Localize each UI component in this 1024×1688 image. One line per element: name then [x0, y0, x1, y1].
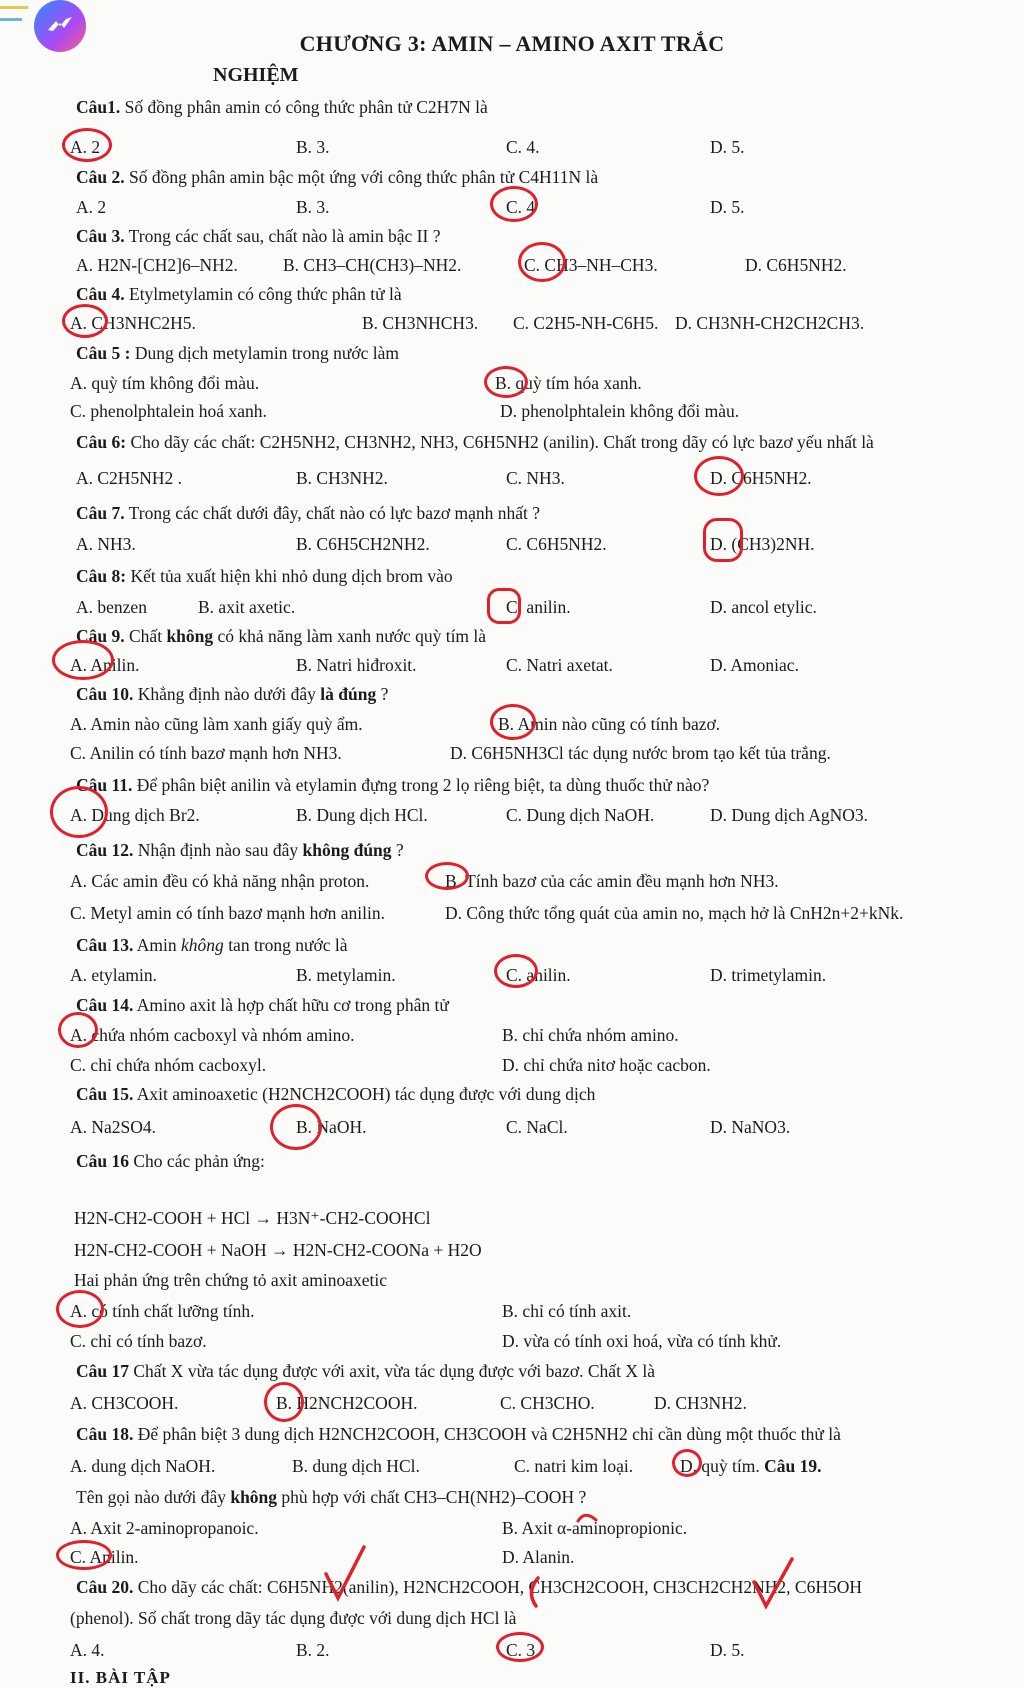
- q15-option-a[interactable]: A. Na2SO4.: [70, 1117, 157, 1137]
- q13-option-b[interactable]: B. metylamin.: [296, 965, 396, 985]
- q4-option-b[interactable]: B. CH3NHCH3.: [362, 313, 479, 333]
- question-2: Câu 2. Số đồng phân amin bậc một ứng với công thức phân tử C4H11N là: [76, 167, 599, 187]
- q15-option-c[interactable]: C. NaCl.: [506, 1117, 568, 1137]
- q1-option-a[interactable]: A. 2: [70, 137, 101, 157]
- q10-option-c[interactable]: C. Anilin có tính bazơ mạnh hơn NH3.: [70, 743, 342, 763]
- q10-option-a[interactable]: A. Amin nào cũng làm xanh giấy quỳ ẩm.: [70, 714, 363, 734]
- question-15: Câu 15. Axit aminoaxetic (H2NCH2COOH) tác dụng được với dung dịch: [76, 1084, 596, 1104]
- q17-option-d[interactable]: D. CH3NH2.: [654, 1393, 747, 1413]
- q9-option-a[interactable]: A. Anilin.: [70, 655, 140, 675]
- q5-option-c[interactable]: C. phenolphtalein hoá xanh.: [70, 401, 267, 421]
- q10-option-b[interactable]: B. Amin nào cũng có tính bazơ.: [498, 714, 721, 734]
- section-heading: II. BÀI TẬP: [70, 1668, 171, 1687]
- question-19-label: Câu 19.: [764, 1456, 822, 1476]
- q9-option-d[interactable]: D. Amoniac.: [710, 655, 799, 675]
- q15-option-d[interactable]: D. NaNO3.: [710, 1117, 791, 1137]
- q9-option-c[interactable]: C. Natri axetat.: [506, 655, 613, 675]
- q5-option-a[interactable]: A. quỳ tím không đổi màu.: [70, 373, 260, 393]
- question-11: Câu 11. Để phân biệt anilin và etylamin đựng trong 2 lọ riêng biệt, ta dùng thuốc thử nào?: [76, 775, 710, 795]
- reaction-2: H2N-CH2-COOH + NaOH → H2N-CH2-COONa + H2O: [74, 1240, 482, 1260]
- q8-option-b[interactable]: B. axit axetic.: [198, 597, 296, 617]
- q18-option-d[interactable]: D. quỳ tím. Câu 19.: [680, 1456, 822, 1476]
- q14-option-a[interactable]: A. chứa nhóm cacboxyl và nhóm amino.: [70, 1025, 355, 1045]
- q18-option-b[interactable]: B. dung dịch HCl.: [292, 1456, 420, 1476]
- question-13: Câu 13. Amin không tan trong nước là: [76, 935, 348, 955]
- q17-option-c[interactable]: C. CH3CHO.: [500, 1393, 595, 1413]
- q6-option-c[interactable]: C. NH3.: [506, 468, 565, 488]
- q5-option-b[interactable]: B. quỳ tím hóa xanh.: [495, 373, 642, 393]
- q17-option-b[interactable]: B. H2NCH2COOH.: [276, 1393, 418, 1413]
- q12-option-b[interactable]: B. Tính bazơ của các amin đều mạnh hơn NH3.: [445, 871, 779, 891]
- question-6: Câu 6: Cho dãy các chất: C2H5NH2, CH3NH2, NH3, C6H5NH2 (anilin). Chất trong dãy có lực bazơ yếu nhất là: [76, 432, 874, 452]
- q7-option-d[interactable]: D. (CH3)2NH.: [710, 534, 815, 554]
- question-20: Câu 20. Cho dãy các chất: C6H5NH2(anilin), H2NCH2COOH, CH3CH2COOH, CH3CH2CH2NH2, C6H5OH: [76, 1577, 863, 1597]
- q4-option-d[interactable]: D. CH3NH-CH2CH2CH3.: [675, 313, 865, 333]
- q16-option-c[interactable]: C. chỉ có tính bazơ.: [70, 1331, 207, 1351]
- q19-option-a[interactable]: A. Axit 2-aminopropanoic.: [70, 1518, 259, 1538]
- q1-option-d[interactable]: D. 5.: [710, 137, 745, 157]
- q3-option-d[interactable]: D. C6H5NH2.: [745, 255, 847, 275]
- q7-option-c[interactable]: C. C6H5NH2.: [506, 534, 607, 554]
- reaction-1: H2N-CH2-COOH + HCl → H3N⁺-CH2-COOHCl: [74, 1208, 431, 1228]
- question-7: Câu 7. Trong các chất dưới đây, chất nào có lực bazơ mạnh nhất ?: [76, 503, 541, 523]
- q11-option-c[interactable]: C. Dung dịch NaOH.: [506, 805, 655, 825]
- q14-option-d[interactable]: D. chỉ chứa nitơ hoặc cacbon.: [502, 1055, 711, 1075]
- page-title: CHƯƠNG 3: AMIN – AMINO AXIT TRẮC: [299, 31, 725, 56]
- q20-option-b[interactable]: B. 2.: [296, 1640, 330, 1660]
- q16-option-b[interactable]: B. chỉ có tính axit.: [502, 1301, 632, 1321]
- q8-option-a[interactable]: A. benzen: [76, 597, 147, 617]
- q18-option-c[interactable]: C. natri kim loại.: [514, 1456, 634, 1476]
- page-title-line2: NGHIỆM: [213, 64, 299, 86]
- q1-option-c[interactable]: C. 4.: [506, 137, 540, 157]
- q6-option-d[interactable]: D. C6H5NH2.: [710, 468, 812, 488]
- question-19: Tên gọi nào dưới đây không phù hợp với chất CH3–CH(NH2)–COOH ?: [76, 1487, 587, 1507]
- q20-option-a[interactable]: A. 4.: [70, 1640, 105, 1660]
- q8-option-c[interactable]: C. anilin.: [506, 597, 571, 617]
- q4-option-c[interactable]: C. C2H5-NH-C6H5.: [513, 313, 659, 333]
- question-16: Câu 16 Cho các phản ứng:: [76, 1151, 265, 1171]
- q8-option-d[interactable]: D. ancol etylic.: [710, 597, 817, 617]
- q9-option-b[interactable]: B. Natri hiđroxit.: [296, 655, 417, 675]
- question-5: Câu 5 : Dung dịch metylamin trong nước làm: [76, 343, 400, 363]
- q13-option-a[interactable]: A. etylamin.: [70, 965, 157, 985]
- q11-option-d[interactable]: D. Dung dịch AgNO3.: [710, 805, 868, 825]
- q13-option-c[interactable]: C. anilin.: [506, 965, 571, 985]
- q18-option-a[interactable]: A. dung dịch NaOH.: [70, 1456, 216, 1476]
- q3-option-c[interactable]: C. CH3–NH–CH3.: [524, 255, 658, 275]
- q6-option-b[interactable]: B. CH3NH2.: [296, 468, 388, 488]
- q10-option-d[interactable]: D. C6H5NH3Cl tác dụng nước brom tạo kết tủa trắng.: [450, 743, 831, 763]
- question-16-stem: Hai phản ứng trên chứng tỏ axit aminoaxetic: [74, 1270, 387, 1290]
- q12-option-d[interactable]: D. Công thức tổng quát của amin no, mạch hở là CnH2n+2+kNk.: [445, 903, 904, 923]
- q7-option-a[interactable]: A. NH3.: [76, 534, 136, 554]
- question-12: Câu 12. Nhận định nào sau đây không đúng ?: [76, 840, 404, 860]
- q13-option-d[interactable]: D. trimetylamin.: [710, 965, 827, 985]
- question-20-line2: (phenol). Số chất trong dãy tác dụng được với dung dịch HCl là: [70, 1608, 517, 1628]
- q2-option-d[interactable]: D. 5.: [710, 197, 745, 217]
- q16-option-a[interactable]: A. có tính chất lưỡng tính.: [70, 1301, 255, 1321]
- question-3: Câu 3. Trong các chất sau, chất nào là amin bậc II ?: [76, 226, 441, 246]
- q12-option-a[interactable]: A. Các amin đều có khả năng nhận proton.: [70, 871, 370, 891]
- q14-option-c[interactable]: C. chỉ chứa nhóm cacboxyl.: [70, 1055, 267, 1075]
- q2-option-c[interactable]: C. 4: [506, 197, 536, 217]
- q14-option-b[interactable]: B. chỉ chứa nhóm amino.: [502, 1025, 679, 1045]
- q11-option-a[interactable]: A. Dung dịch Br2.: [70, 805, 200, 825]
- question-17: Câu 17 Chất X vừa tác dụng được với axit, vừa tác dụng được với bazơ. Chất X là: [76, 1361, 655, 1381]
- q2-option-b[interactable]: B. 3.: [296, 197, 330, 217]
- question-10: Câu 10. Khẳng định nào dưới đây là đúng ?: [76, 684, 389, 704]
- q17-option-a[interactable]: A. CH3COOH.: [70, 1393, 179, 1413]
- q4-option-a[interactable]: A. CH3NHC2H5.: [70, 313, 196, 333]
- question-9: Câu 9. Chất không có khả năng làm xanh nước quỳ tím là: [76, 626, 487, 646]
- q6-option-a[interactable]: A. C2H5NH2 .: [76, 468, 182, 488]
- q20-option-d[interactable]: D. 5.: [710, 1640, 745, 1660]
- q20-option-c[interactable]: C. 3.: [506, 1640, 540, 1660]
- question-18: Câu 18. Để phân biệt 3 dung dịch H2NCH2COOH, CH3COOH và C2H5NH2 chỉ cần dùng một thuốc thử là: [76, 1424, 841, 1444]
- q11-option-b[interactable]: B. Dung dịch HCl.: [296, 805, 428, 825]
- q5-option-d[interactable]: D. phenolphtalein không đổi màu.: [500, 401, 740, 421]
- q16-option-d[interactable]: D. vừa có tính oxi hoá, vừa có tính khử.: [502, 1331, 782, 1351]
- q12-option-c[interactable]: C. Metyl amin có tính bazơ mạnh hơn anilin.: [70, 903, 385, 923]
- q15-option-b[interactable]: B. NaOH.: [296, 1117, 367, 1137]
- question-8: Câu 8: Kết tủa xuất hiện khi nhỏ dung dịch brom vào: [76, 566, 453, 586]
- q19-option-b[interactable]: B. Axit α-aminopropionic.: [502, 1518, 688, 1538]
- q3-option-b[interactable]: B. CH3–CH(CH3)–NH2.: [283, 255, 462, 275]
- q3-option-a[interactable]: A. H2N-[CH2]6–NH2.: [76, 255, 238, 275]
- q2-option-a[interactable]: A. 2: [76, 197, 107, 217]
- question-4: Câu 4. Etylmetylamin có công thức phân tử là: [76, 284, 402, 304]
- q19-option-c[interactable]: C. Anilin.: [70, 1547, 139, 1567]
- q7-option-b[interactable]: B. C6H5CH2NH2.: [296, 534, 430, 554]
- question-1: Câu1. Số đồng phân amin có công thức phân tử C2H7N là: [76, 97, 488, 117]
- q1-option-b[interactable]: B. 3.: [296, 137, 330, 157]
- question-14: Câu 14. Amino axit là hợp chất hữu cơ trong phân tử: [76, 995, 449, 1015]
- q19-option-d[interactable]: D. Alanin.: [502, 1547, 575, 1567]
